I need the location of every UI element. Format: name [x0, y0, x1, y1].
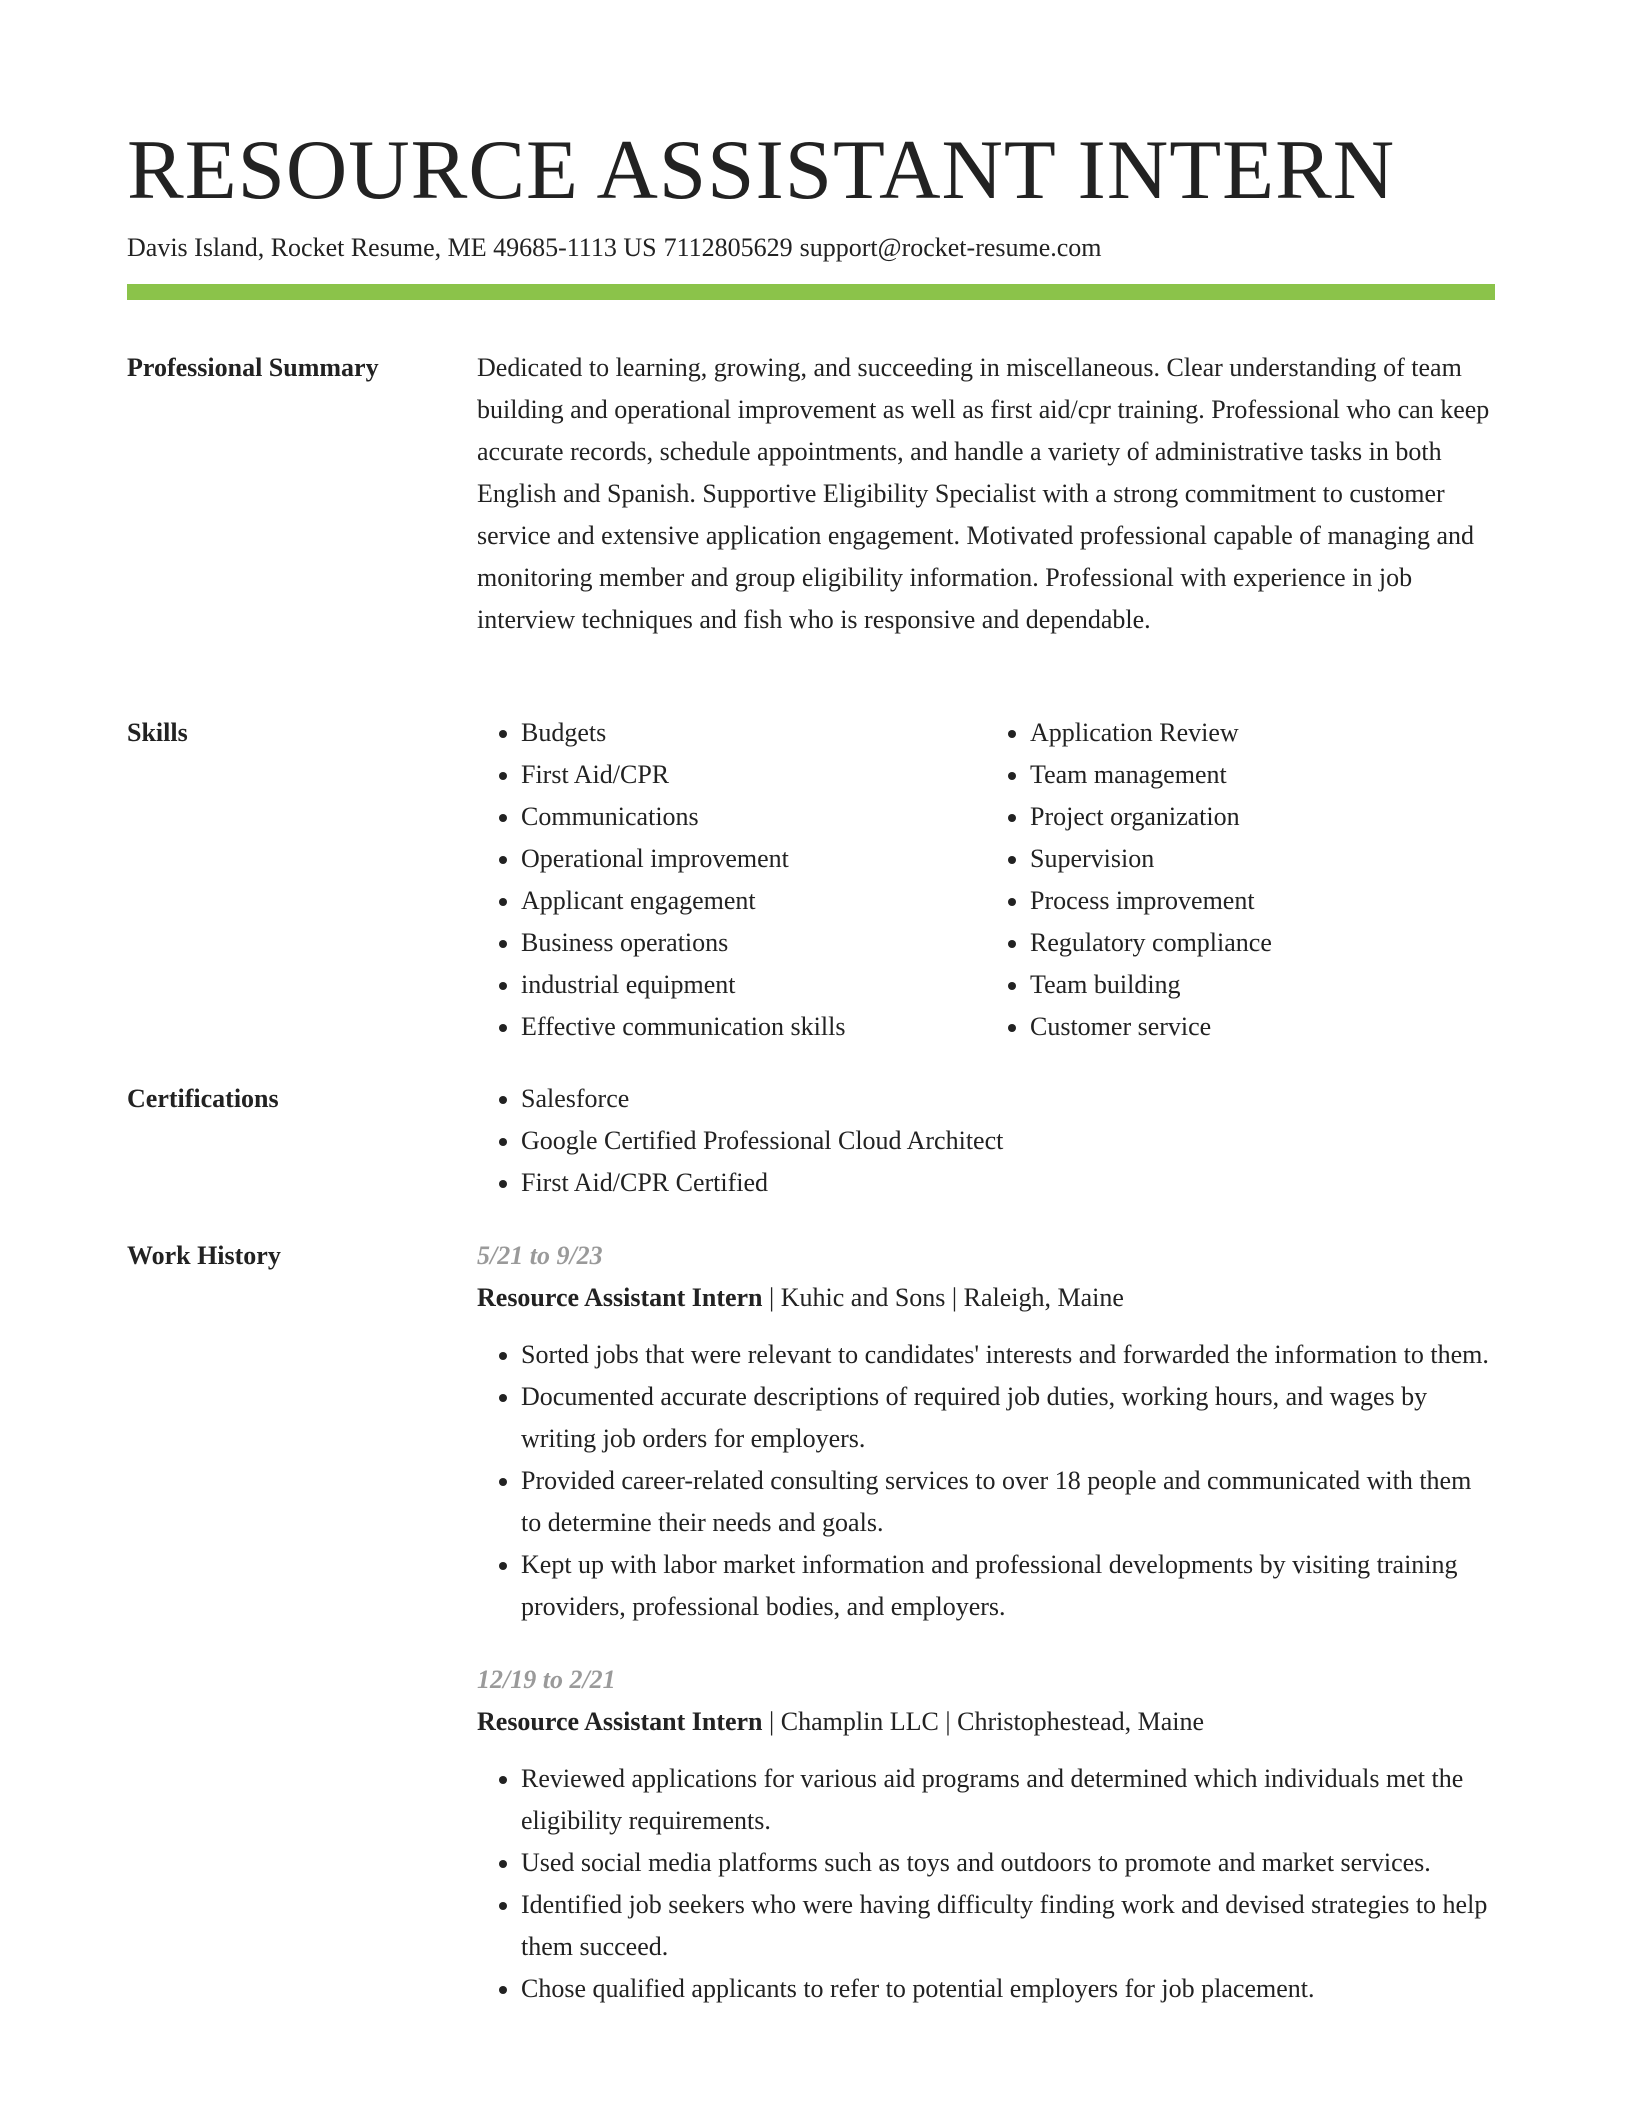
contact-phone: 7112805629 — [663, 233, 793, 262]
skill-item: • Applicant engagement — [521, 880, 986, 922]
certification-item: • Google Certified Professional Cloud Architect — [521, 1120, 1495, 1162]
summary-text: Dedicated to learning, growing, and succeeding in miscellaneous. Clear understanding of team building and operational improvement as well as first aid/cpr training. Professional who can keep accurate records, schedule appointments, and handle a variety of administrative tasks in both English and Spanish. Supportive Eligibility Specialist with a strong commitment to customer service and extensive application engagement. Motivated professional capable of managing and monitoring member and group eligibility information. Professional with experience in job interview techniques and fish who is responsive and dependable. — [477, 353, 1490, 634]
skill-item: • First Aid/CPR — [521, 754, 986, 796]
job-entry — [477, 1235, 1495, 1628]
skills-heading: Skills — [127, 718, 188, 747]
skill-item: • Supervision — [1030, 838, 1495, 880]
job-title: Resource Assistant Intern — [477, 1707, 763, 1736]
job-bullet: • Provided career-related consulting services to over 18 people and communicated with them to determine their needs and goals. — [521, 1460, 1495, 1544]
job-bullet: • Reviewed applications for various aid programs and determined which individuals met the eligibility requirements. — [521, 1758, 1495, 1842]
job-dates: 5/21 to 9/23 — [477, 1241, 603, 1270]
job-bullet: • Used social media platforms such as toys and outdoors to promote and market services. — [521, 1842, 1495, 1884]
skill-item: • Communications — [521, 796, 986, 838]
contact-email: support@rocket-resume.com — [799, 233, 1102, 262]
skill-item: • Process improvement — [1030, 880, 1495, 922]
skill-item: • Application Review — [1030, 712, 1495, 754]
job-bullets — [477, 1334, 1495, 1628]
skill-item: • Regulatory compliance — [1030, 922, 1495, 964]
job-bullet: • Sorted jobs that were relevant to candidates' interests and forwarded the information to them. — [521, 1334, 1495, 1376]
skill-item: • Operational improvement — [521, 838, 986, 880]
certifications-list — [477, 1078, 1495, 1204]
contact-address: Davis Island, Rocket Resume, ME 49685-1113 US — [127, 233, 657, 262]
job-heading — [477, 1277, 1495, 1319]
header-divider — [127, 284, 1495, 300]
skill-item: • Project organization — [1030, 796, 1495, 838]
job-employer-location: | Kuhic and Sons | Raleigh, Maine — [762, 1283, 1124, 1312]
skills-list-left — [477, 712, 986, 1048]
job-bullet: • Documented accurate descriptions of required job duties, working hours, and wages by writing job orders for employers. — [521, 1376, 1495, 1460]
skill-item: • industrial equipment — [521, 964, 986, 1006]
job-bullet: • Chose qualified applicants to refer to potential employers for job placement. — [521, 1968, 1495, 2010]
certification-item: • Salesforce — [521, 1078, 1495, 1120]
certifications-heading: Certifications — [127, 1084, 279, 1113]
job-bullets — [477, 1758, 1495, 2010]
job-bullet: • Kept up with labor market information and professional developments by visiting training providers, professional bodies, and employers. — [521, 1544, 1495, 1628]
skill-item: • Budgets — [521, 712, 986, 754]
job-title: Resource Assistant Intern — [477, 1283, 763, 1312]
skill-item: • Business operations — [521, 922, 986, 964]
job-dates: 12/19 to 2/21 — [477, 1665, 616, 1694]
skill-item: • Customer service — [1030, 1006, 1495, 1048]
skill-item: • Team building — [1030, 964, 1495, 1006]
job-heading — [477, 1701, 1495, 1743]
job-employer-location: | Champlin LLC | Christophestead, Maine — [762, 1707, 1205, 1736]
summary-heading: Professional Summary — [127, 353, 379, 382]
skill-item: • Team management — [1030, 754, 1495, 796]
skills-list-right — [986, 712, 1495, 1048]
candidate-name: RESOURCE ASSISTANT INTERN — [127, 123, 1396, 217]
job-entry — [477, 1659, 1495, 2010]
job-bullet: • Identified job seekers who were having difficulty finding work and devised strategies to help them succeed. — [521, 1884, 1495, 1968]
work-history-heading: Work History — [127, 1241, 281, 1270]
contact-line — [127, 230, 1102, 266]
skill-item: • Effective communication skills — [521, 1006, 986, 1048]
certification-item: • First Aid/CPR Certified — [521, 1162, 1495, 1204]
